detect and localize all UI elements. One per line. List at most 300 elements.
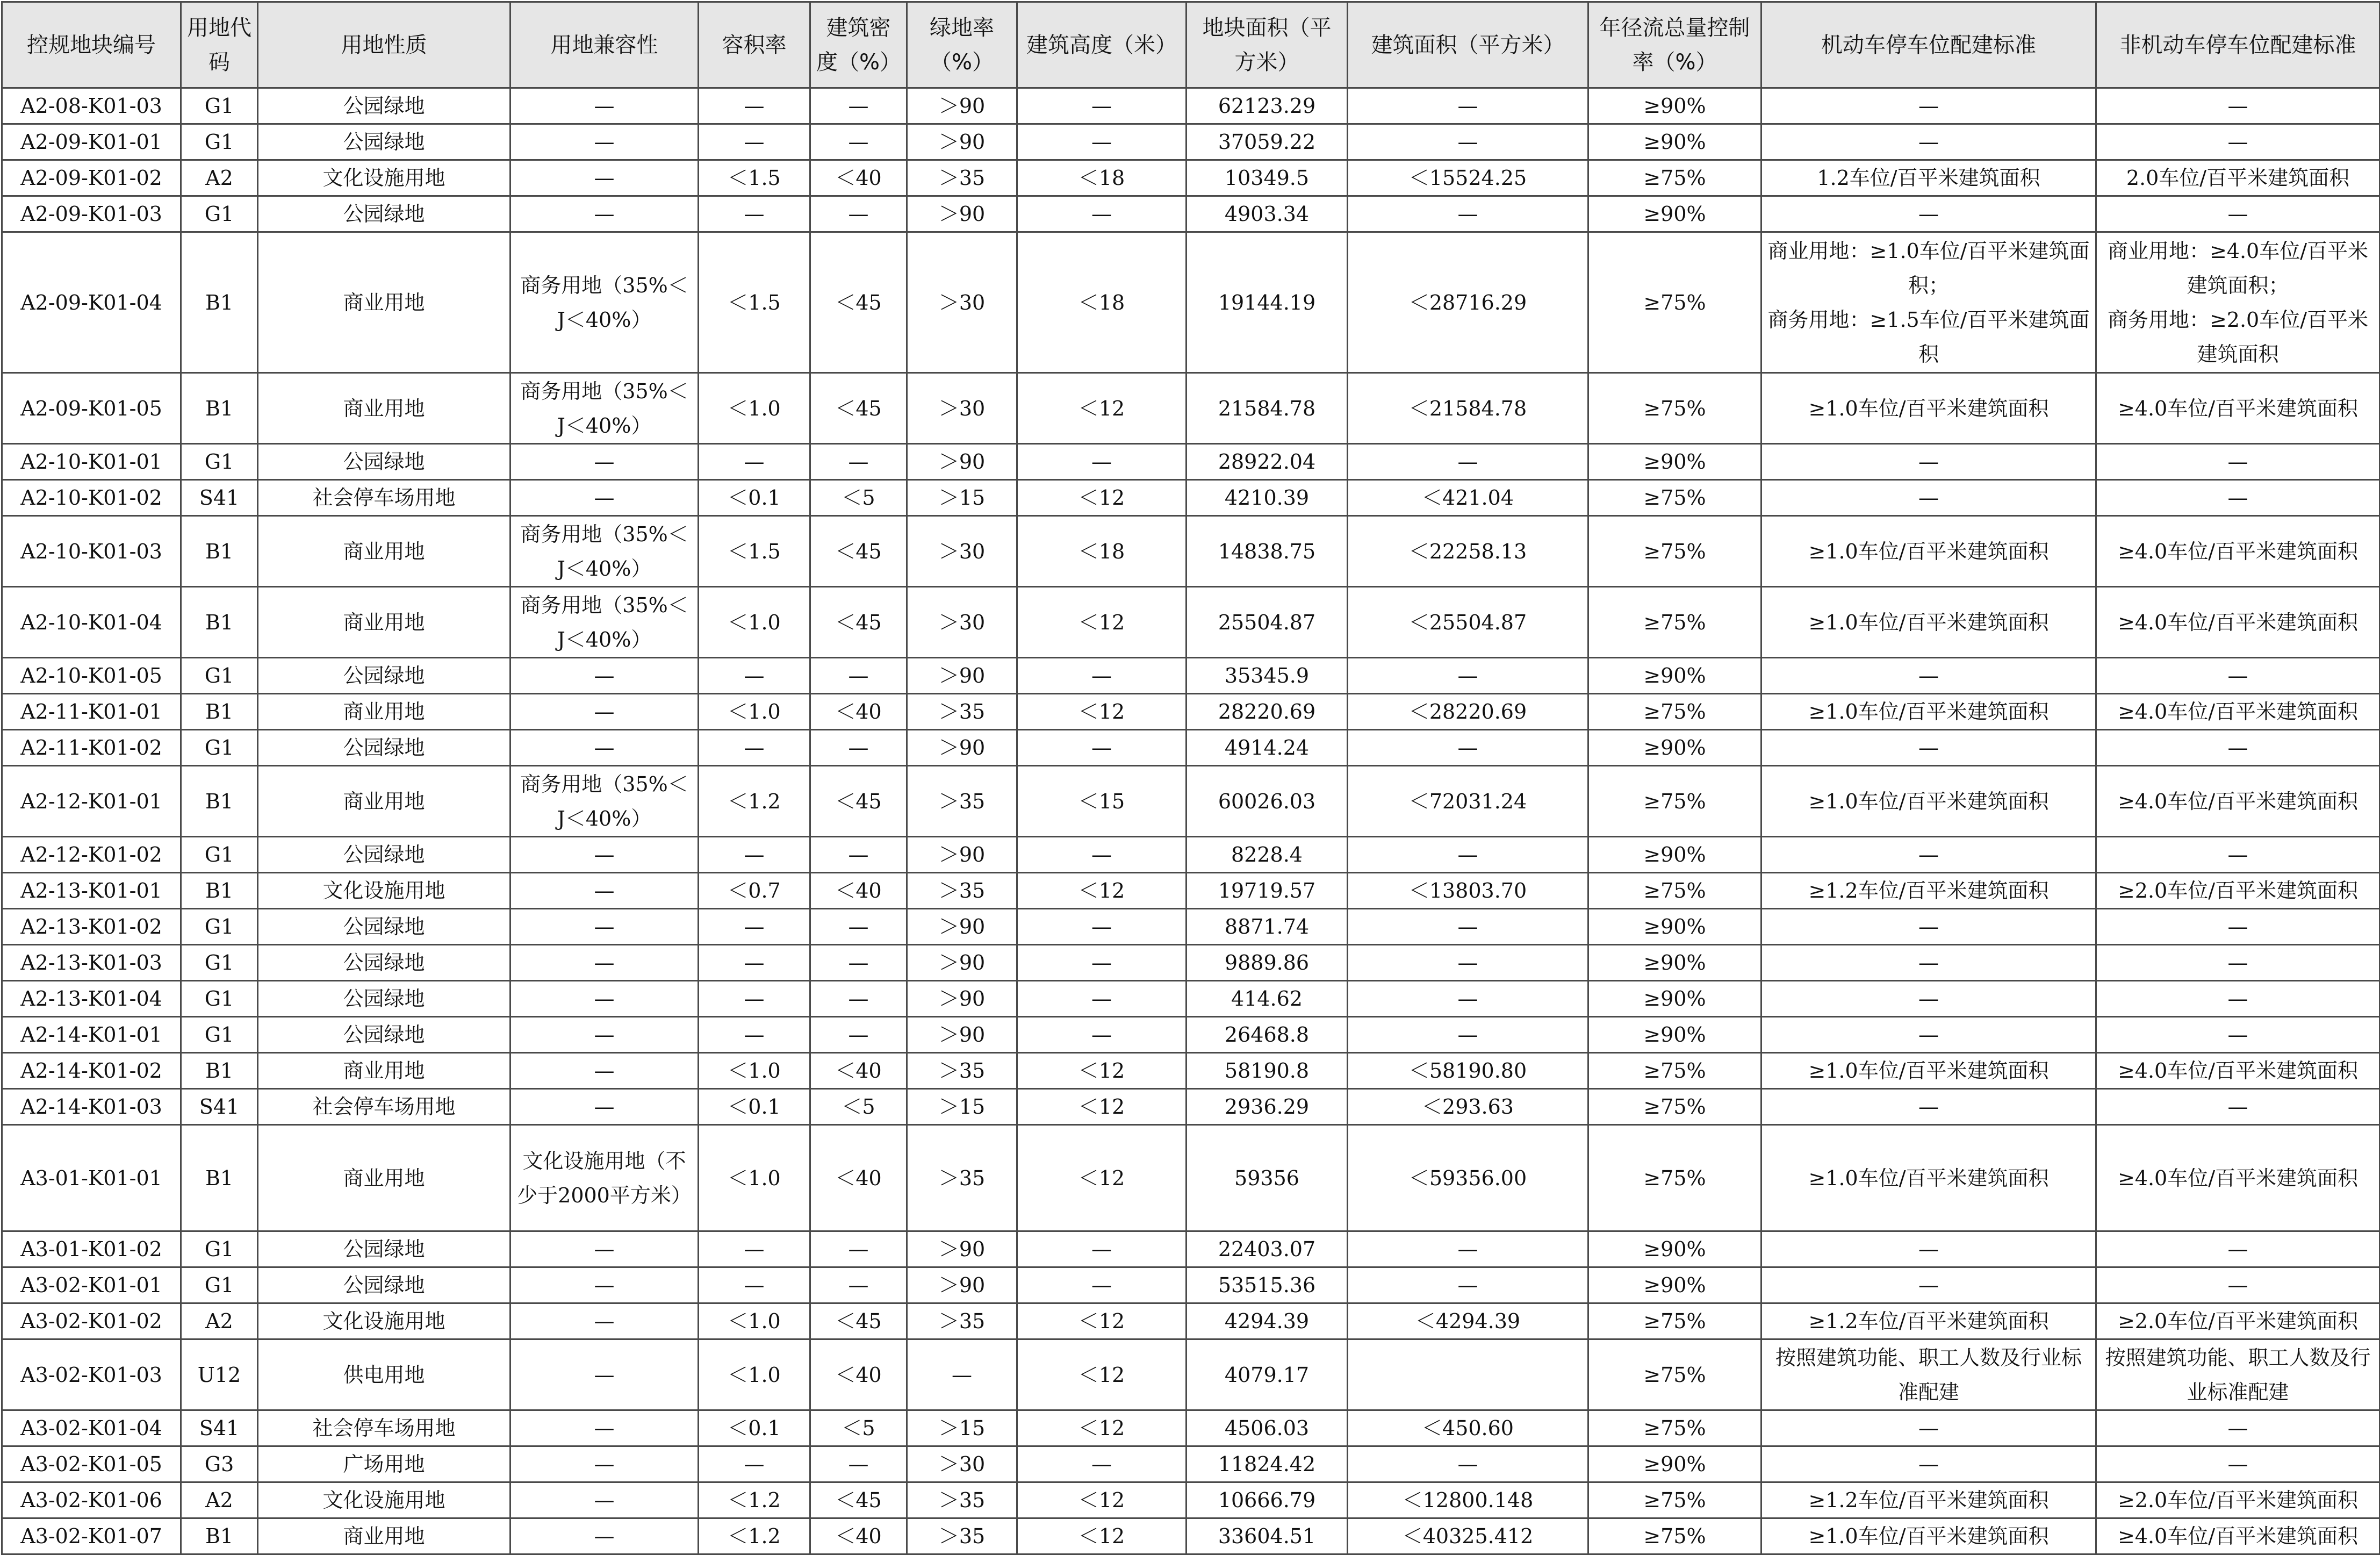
cell-land-code[interactable]: G1	[181, 1267, 258, 1303]
cell-floor-area[interactable]: —	[1348, 981, 1588, 1017]
cell-floor-area[interactable]: —	[1348, 88, 1588, 124]
cell-bike-parking-standard[interactable]: —	[2096, 88, 2380, 124]
cell-green-ratio[interactable]: ＞30	[907, 1446, 1017, 1482]
cell-plot-area[interactable]: 8228.4	[1187, 837, 1348, 873]
cell-compatibility[interactable]: —	[510, 1017, 699, 1053]
cell-bike-parking-standard[interactable]: ≥4.0车位/百平米建筑面积	[2096, 1053, 2380, 1089]
cell-land-use[interactable]: 公园绿地	[258, 658, 510, 694]
cell-plot-area[interactable]: 9889.86	[1187, 945, 1348, 981]
cell-plot-id[interactable]: A2-13-K01-04	[2, 981, 181, 1017]
cell-car-parking-standard[interactable]: —	[1761, 981, 2096, 1017]
column-header-runoff-control[interactable]: 年径流总量控制率（%）	[1588, 2, 1761, 88]
cell-land-code[interactable]: G1	[181, 730, 258, 766]
cell-floor-area[interactable]: —	[1348, 444, 1588, 480]
cell-building-height[interactable]: ＜12	[1017, 1482, 1187, 1518]
cell-floor-area[interactable]: ＜72031.24	[1348, 766, 1588, 837]
cell-far[interactable]: —	[699, 124, 810, 160]
cell-green-ratio[interactable]: ＞15	[907, 1089, 1017, 1125]
cell-bike-parking-standard[interactable]: —	[2096, 1410, 2380, 1446]
cell-building-density[interactable]: ＜40	[810, 160, 907, 196]
cell-plot-id[interactable]: A3-02-K01-03	[2, 1339, 181, 1410]
cell-land-code[interactable]: G1	[181, 658, 258, 694]
cell-plot-id[interactable]: A2-09-K01-02	[2, 160, 181, 196]
cell-floor-area[interactable]: —	[1348, 196, 1588, 232]
cell-floor-area[interactable]: —	[1348, 124, 1588, 160]
cell-floor-area[interactable]	[1348, 1339, 1588, 1410]
cell-far[interactable]: ＜1.0	[699, 587, 810, 658]
cell-plot-area[interactable]: 4506.03	[1187, 1410, 1348, 1446]
cell-floor-area[interactable]: ＜22258.13	[1348, 516, 1588, 587]
cell-runoff-control[interactable]: ≥90%	[1588, 837, 1761, 873]
cell-plot-id[interactable]: A2-10-K01-01	[2, 444, 181, 480]
cell-green-ratio[interactable]: ＞35	[907, 160, 1017, 196]
cell-plot-area[interactable]: 2936.29	[1187, 1089, 1348, 1125]
cell-plot-id[interactable]: A2-14-K01-01	[2, 1017, 181, 1053]
cell-building-density[interactable]: —	[810, 124, 907, 160]
cell-car-parking-standard[interactable]: ≥1.0车位/百平米建筑面积	[1761, 1518, 2096, 1554]
cell-far[interactable]: —	[699, 658, 810, 694]
cell-car-parking-standard[interactable]: ≥1.2车位/百平米建筑面积	[1761, 1482, 2096, 1518]
cell-bike-parking-standard[interactable]: ≥4.0车位/百平米建筑面积	[2096, 766, 2380, 837]
cell-runoff-control[interactable]: ≥75%	[1588, 694, 1761, 730]
cell-land-code[interactable]: B1	[181, 232, 258, 373]
cell-green-ratio[interactable]: ＞90	[907, 909, 1017, 945]
cell-building-height[interactable]: ＜12	[1017, 694, 1187, 730]
cell-plot-area[interactable]: 4903.34	[1187, 196, 1348, 232]
column-header-far[interactable]: 容积率	[699, 2, 810, 88]
cell-plot-id[interactable]: A2-12-K01-01	[2, 766, 181, 837]
cell-compatibility[interactable]: 商务用地（35%＜J＜40%）	[510, 587, 699, 658]
cell-building-density[interactable]: —	[810, 1446, 907, 1482]
cell-building-density[interactable]: ＜45	[810, 1303, 907, 1339]
cell-runoff-control[interactable]: ≥90%	[1588, 1446, 1761, 1482]
cell-bike-parking-standard[interactable]: —	[2096, 909, 2380, 945]
cell-plot-area[interactable]: 53515.36	[1187, 1267, 1348, 1303]
column-header-compatibility[interactable]: 用地兼容性	[510, 2, 699, 88]
cell-building-height[interactable]: —	[1017, 444, 1187, 480]
cell-building-density[interactable]: ＜40	[810, 873, 907, 909]
column-header-plot-area[interactable]: 地块面积（平方米）	[1187, 2, 1348, 88]
cell-plot-area[interactable]: 4914.24	[1187, 730, 1348, 766]
cell-plot-id[interactable]: A3-02-K01-05	[2, 1446, 181, 1482]
cell-runoff-control[interactable]: ≥75%	[1588, 373, 1761, 444]
cell-green-ratio[interactable]: ＞90	[907, 444, 1017, 480]
cell-runoff-control[interactable]: ≥90%	[1588, 730, 1761, 766]
cell-bike-parking-standard[interactable]: ≥2.0车位/百平米建筑面积	[2096, 873, 2380, 909]
cell-plot-id[interactable]: A2-11-K01-01	[2, 694, 181, 730]
cell-building-density[interactable]: —	[810, 196, 907, 232]
cell-runoff-control[interactable]: ≥75%	[1588, 1089, 1761, 1125]
cell-bike-parking-standard[interactable]: —	[2096, 658, 2380, 694]
cell-far[interactable]: ＜1.2	[699, 766, 810, 837]
cell-green-ratio[interactable]: ＞90	[907, 1017, 1017, 1053]
cell-plot-area[interactable]: 10666.79	[1187, 1482, 1348, 1518]
cell-green-ratio[interactable]: ＞90	[907, 981, 1017, 1017]
cell-bike-parking-standard[interactable]: ≥4.0车位/百平米建筑面积	[2096, 587, 2380, 658]
cell-floor-area[interactable]: —	[1348, 909, 1588, 945]
cell-plot-area[interactable]: 4079.17	[1187, 1339, 1348, 1410]
cell-compatibility[interactable]: —	[510, 873, 699, 909]
cell-building-density[interactable]: —	[810, 945, 907, 981]
cell-land-use[interactable]: 文化设施用地	[258, 1303, 510, 1339]
cell-building-density[interactable]: ＜45	[810, 1482, 907, 1518]
cell-runoff-control[interactable]: ≥75%	[1588, 1303, 1761, 1339]
cell-compatibility[interactable]: —	[510, 658, 699, 694]
cell-far[interactable]: ＜0.1	[699, 1410, 810, 1446]
cell-bike-parking-standard[interactable]: —	[2096, 1267, 2380, 1303]
cell-land-use[interactable]: 商业用地	[258, 1053, 510, 1089]
cell-runoff-control[interactable]: ≥75%	[1588, 480, 1761, 516]
cell-floor-area[interactable]: —	[1348, 945, 1588, 981]
cell-building-density[interactable]: ＜5	[810, 1089, 907, 1125]
cell-land-code[interactable]: B1	[181, 694, 258, 730]
cell-floor-area[interactable]: ＜293.63	[1348, 1089, 1588, 1125]
cell-plot-area[interactable]: 19144.19	[1187, 232, 1348, 373]
cell-land-use[interactable]: 社会停车场用地	[258, 1089, 510, 1125]
cell-land-use[interactable]: 公园绿地	[258, 981, 510, 1017]
cell-runoff-control[interactable]: ≥75%	[1588, 516, 1761, 587]
cell-building-height[interactable]: ＜12	[1017, 1089, 1187, 1125]
cell-compatibility[interactable]: —	[510, 1089, 699, 1125]
cell-plot-id[interactable]: A2-12-K01-02	[2, 837, 181, 873]
cell-building-density[interactable]: ＜45	[810, 587, 907, 658]
cell-car-parking-standard[interactable]: 1.2车位/百平米建筑面积	[1761, 160, 2096, 196]
cell-floor-area[interactable]: —	[1348, 1017, 1588, 1053]
column-header-green-ratio[interactable]: 绿地率（%）	[907, 2, 1017, 88]
cell-plot-area[interactable]: 4210.39	[1187, 480, 1348, 516]
cell-building-density[interactable]: ＜45	[810, 373, 907, 444]
cell-land-use[interactable]: 文化设施用地	[258, 873, 510, 909]
cell-green-ratio[interactable]: ＞30	[907, 373, 1017, 444]
cell-compatibility[interactable]: —	[510, 1518, 699, 1554]
cell-plot-area[interactable]: 58190.8	[1187, 1053, 1348, 1089]
cell-plot-area[interactable]: 14838.75	[1187, 516, 1348, 587]
column-header-building-height[interactable]: 建筑高度（米）	[1017, 2, 1187, 88]
cell-land-code[interactable]: G1	[181, 1017, 258, 1053]
cell-bike-parking-standard[interactable]: ≥4.0车位/百平米建筑面积	[2096, 373, 2380, 444]
cell-land-use[interactable]: 供电用地	[258, 1339, 510, 1410]
cell-bike-parking-standard[interactable]: 按照建筑功能、职工人数及行业标准配建	[2096, 1339, 2380, 1410]
column-header-plot-id[interactable]: 控规地块编号	[2, 2, 181, 88]
cell-compatibility[interactable]: 商务用地（35%＜J＜40%）	[510, 766, 699, 837]
cell-floor-area[interactable]: ＜25504.87	[1348, 587, 1588, 658]
cell-land-use[interactable]: 商业用地	[258, 1518, 510, 1554]
cell-land-code[interactable]: S41	[181, 1089, 258, 1125]
cell-plot-id[interactable]: A2-09-K01-04	[2, 232, 181, 373]
cell-far[interactable]: ＜0.7	[699, 873, 810, 909]
cell-car-parking-standard[interactable]: —	[1761, 658, 2096, 694]
cell-runoff-control[interactable]: ≥75%	[1588, 1053, 1761, 1089]
cell-green-ratio[interactable]: ＞35	[907, 766, 1017, 837]
cell-floor-area[interactable]: ＜13803.70	[1348, 873, 1588, 909]
cell-car-parking-standard[interactable]: —	[1761, 1089, 2096, 1125]
cell-car-parking-standard[interactable]: —	[1761, 837, 2096, 873]
cell-bike-parking-standard[interactable]: ≥4.0车位/百平米建筑面积	[2096, 1125, 2380, 1231]
cell-runoff-control[interactable]: ≥90%	[1588, 1267, 1761, 1303]
cell-land-code[interactable]: G1	[181, 124, 258, 160]
cell-green-ratio[interactable]: ＞35	[907, 1303, 1017, 1339]
cell-land-code[interactable]: S41	[181, 480, 258, 516]
cell-land-use[interactable]: 商业用地	[258, 587, 510, 658]
cell-building-density[interactable]: —	[810, 88, 907, 124]
cell-land-use[interactable]: 广场用地	[258, 1446, 510, 1482]
cell-floor-area[interactable]: ＜28716.29	[1348, 232, 1588, 373]
cell-green-ratio[interactable]: ＞35	[907, 1518, 1017, 1554]
cell-bike-parking-standard[interactable]: —	[2096, 1089, 2380, 1125]
cell-green-ratio[interactable]: ＞30	[907, 516, 1017, 587]
cell-land-use[interactable]: 公园绿地	[258, 945, 510, 981]
cell-compatibility[interactable]: —	[510, 837, 699, 873]
cell-floor-area[interactable]: ＜12800.148	[1348, 1482, 1588, 1518]
cell-land-code[interactable]: G1	[181, 1231, 258, 1267]
cell-compatibility[interactable]: —	[510, 480, 699, 516]
cell-green-ratio[interactable]: ＞15	[907, 480, 1017, 516]
cell-plot-area[interactable]: 60026.03	[1187, 766, 1348, 837]
cell-compatibility[interactable]: 商务用地（35%＜J＜40%）	[510, 516, 699, 587]
cell-plot-id[interactable]: A2-09-K01-05	[2, 373, 181, 444]
cell-runoff-control[interactable]: ≥90%	[1588, 909, 1761, 945]
column-header-bike-parking-standard[interactable]: 非机动车停车位配建标准	[2096, 2, 2380, 88]
cell-runoff-control[interactable]: ≥75%	[1588, 160, 1761, 196]
cell-far[interactable]: —	[699, 1231, 810, 1267]
cell-bike-parking-standard[interactable]: —	[2096, 196, 2380, 232]
cell-compatibility[interactable]: —	[510, 1339, 699, 1410]
cell-building-height[interactable]: —	[1017, 196, 1187, 232]
cell-land-code[interactable]: B1	[181, 1125, 258, 1231]
cell-far[interactable]: ＜0.1	[699, 1089, 810, 1125]
cell-runoff-control[interactable]: ≥90%	[1588, 658, 1761, 694]
cell-plot-id[interactable]: A3-02-K01-04	[2, 1410, 181, 1446]
cell-plot-id[interactable]: A2-09-K01-01	[2, 124, 181, 160]
cell-compatibility[interactable]: —	[510, 1053, 699, 1089]
cell-floor-area[interactable]: ＜450.60	[1348, 1410, 1588, 1446]
cell-floor-area[interactable]: —	[1348, 1231, 1588, 1267]
cell-far[interactable]: —	[699, 945, 810, 981]
cell-building-density[interactable]: ＜5	[810, 480, 907, 516]
cell-building-height[interactable]: ＜12	[1017, 373, 1187, 444]
cell-floor-area[interactable]: ＜21584.78	[1348, 373, 1588, 444]
cell-compatibility[interactable]: 商务用地（35%＜J＜40%）	[510, 373, 699, 444]
column-header-building-density[interactable]: 建筑密度（%）	[810, 2, 907, 88]
cell-floor-area[interactable]: ＜28220.69	[1348, 694, 1588, 730]
cell-runoff-control[interactable]: ≥90%	[1588, 196, 1761, 232]
cell-building-height[interactable]: —	[1017, 837, 1187, 873]
cell-land-use[interactable]: 公园绿地	[258, 88, 510, 124]
cell-building-height[interactable]: —	[1017, 1267, 1187, 1303]
cell-land-use[interactable]: 商业用地	[258, 373, 510, 444]
cell-land-use[interactable]: 商业用地	[258, 1125, 510, 1231]
cell-car-parking-standard[interactable]: —	[1761, 444, 2096, 480]
cell-compatibility[interactable]: —	[510, 945, 699, 981]
cell-runoff-control[interactable]: ≥75%	[1588, 1482, 1761, 1518]
cell-far[interactable]: —	[699, 1017, 810, 1053]
cell-plot-area[interactable]: 33604.51	[1187, 1518, 1348, 1554]
cell-bike-parking-standard[interactable]: —	[2096, 480, 2380, 516]
cell-compatibility[interactable]: —	[510, 730, 699, 766]
cell-plot-id[interactable]: A2-10-K01-02	[2, 480, 181, 516]
cell-runoff-control[interactable]: ≥75%	[1588, 873, 1761, 909]
cell-bike-parking-standard[interactable]: ≥4.0车位/百平米建筑面积	[2096, 694, 2380, 730]
cell-compatibility[interactable]: —	[510, 1482, 699, 1518]
column-header-land-code[interactable]: 用地代码	[181, 2, 258, 88]
cell-car-parking-standard[interactable]: —	[1761, 1446, 2096, 1482]
cell-building-height[interactable]: —	[1017, 1017, 1187, 1053]
cell-plot-area[interactable]: 4294.39	[1187, 1303, 1348, 1339]
cell-green-ratio[interactable]: ＞15	[907, 1410, 1017, 1446]
cell-land-use[interactable]: 文化设施用地	[258, 160, 510, 196]
cell-building-density[interactable]: —	[810, 730, 907, 766]
cell-car-parking-standard[interactable]: ≥1.2车位/百平米建筑面积	[1761, 873, 2096, 909]
cell-plot-area[interactable]: 414.62	[1187, 981, 1348, 1017]
cell-floor-area[interactable]: ＜40325.412	[1348, 1518, 1588, 1554]
cell-building-height[interactable]: —	[1017, 981, 1187, 1017]
cell-car-parking-standard[interactable]: —	[1761, 945, 2096, 981]
cell-plot-area[interactable]: 25504.87	[1187, 587, 1348, 658]
cell-land-code[interactable]: G1	[181, 909, 258, 945]
cell-building-density[interactable]: ＜5	[810, 1410, 907, 1446]
cell-far[interactable]: —	[699, 981, 810, 1017]
cell-bike-parking-standard[interactable]: ≥2.0车位/百平米建筑面积	[2096, 1482, 2380, 1518]
cell-plot-id[interactable]: A2-10-K01-03	[2, 516, 181, 587]
cell-land-use[interactable]: 商业用地	[258, 694, 510, 730]
cell-runoff-control[interactable]: ≥75%	[1588, 1339, 1761, 1410]
cell-bike-parking-standard[interactable]: —	[2096, 1446, 2380, 1482]
cell-car-parking-standard[interactable]: —	[1761, 196, 2096, 232]
cell-runoff-control[interactable]: ≥75%	[1588, 766, 1761, 837]
cell-building-height[interactable]: ＜12	[1017, 1125, 1187, 1231]
cell-compatibility[interactable]: —	[510, 1231, 699, 1267]
cell-land-code[interactable]: B1	[181, 766, 258, 837]
cell-runoff-control[interactable]: ≥90%	[1588, 444, 1761, 480]
cell-building-height[interactable]: ＜18	[1017, 160, 1187, 196]
cell-green-ratio[interactable]: ＞90	[907, 88, 1017, 124]
cell-building-density[interactable]: ＜40	[810, 1125, 907, 1231]
cell-bike-parking-standard[interactable]: —	[2096, 730, 2380, 766]
cell-green-ratio[interactable]: ＞35	[907, 1482, 1017, 1518]
cell-building-density[interactable]: —	[810, 444, 907, 480]
cell-bike-parking-standard[interactable]: ≥4.0车位/百平米建筑面积	[2096, 516, 2380, 587]
cell-land-code[interactable]: G3	[181, 1446, 258, 1482]
cell-far[interactable]: —	[699, 837, 810, 873]
cell-compatibility[interactable]: 文化设施用地（不少于2000平方米）	[510, 1125, 699, 1231]
cell-plot-area[interactable]: 8871.74	[1187, 909, 1348, 945]
cell-car-parking-standard[interactable]: —	[1761, 909, 2096, 945]
cell-plot-id[interactable]: A2-13-K01-01	[2, 873, 181, 909]
cell-land-use[interactable]: 公园绿地	[258, 1017, 510, 1053]
cell-far[interactable]: ＜1.5	[699, 232, 810, 373]
cell-car-parking-standard[interactable]: —	[1761, 1267, 2096, 1303]
cell-building-height[interactable]: ＜12	[1017, 1410, 1187, 1446]
cell-floor-area[interactable]: —	[1348, 730, 1588, 766]
cell-land-code[interactable]: A2	[181, 160, 258, 196]
cell-runoff-control[interactable]: ≥90%	[1588, 945, 1761, 981]
cell-plot-area[interactable]: 35345.9	[1187, 658, 1348, 694]
cell-building-density[interactable]: —	[810, 1267, 907, 1303]
cell-far[interactable]: —	[699, 88, 810, 124]
cell-bike-parking-standard[interactable]: ≥2.0车位/百平米建筑面积	[2096, 1303, 2380, 1339]
cell-car-parking-standard[interactable]: ≥1.0车位/百平米建筑面积	[1761, 587, 2096, 658]
cell-building-height[interactable]: ＜18	[1017, 232, 1187, 373]
cell-compatibility[interactable]: —	[510, 1446, 699, 1482]
cell-plot-id[interactable]: A2-09-K01-03	[2, 196, 181, 232]
cell-plot-id[interactable]: A3-02-K01-02	[2, 1303, 181, 1339]
cell-plot-id[interactable]: A2-10-K01-04	[2, 587, 181, 658]
cell-green-ratio[interactable]: ＞35	[907, 694, 1017, 730]
cell-compatibility[interactable]: —	[510, 1303, 699, 1339]
cell-runoff-control[interactable]: ≥90%	[1588, 1017, 1761, 1053]
cell-compatibility[interactable]: —	[510, 444, 699, 480]
cell-land-code[interactable]: B1	[181, 873, 258, 909]
cell-building-height[interactable]: ＜12	[1017, 873, 1187, 909]
cell-runoff-control[interactable]: ≥90%	[1588, 1231, 1761, 1267]
cell-land-use[interactable]: 社会停车场用地	[258, 1410, 510, 1446]
cell-car-parking-standard[interactable]: ≥1.0车位/百平米建筑面积	[1761, 694, 2096, 730]
cell-green-ratio[interactable]: ＞90	[907, 945, 1017, 981]
cell-land-use[interactable]: 公园绿地	[258, 730, 510, 766]
cell-building-height[interactable]: ＜12	[1017, 480, 1187, 516]
cell-land-code[interactable]: G1	[181, 945, 258, 981]
cell-far[interactable]: ＜1.0	[699, 694, 810, 730]
cell-bike-parking-standard[interactable]: —	[2096, 945, 2380, 981]
cell-green-ratio[interactable]: ＞90	[907, 196, 1017, 232]
cell-plot-id[interactable]: A3-01-K01-02	[2, 1231, 181, 1267]
cell-plot-area[interactable]: 59356	[1187, 1125, 1348, 1231]
cell-plot-area[interactable]: 10349.5	[1187, 160, 1348, 196]
cell-car-parking-standard[interactable]: ≥1.0车位/百平米建筑面积	[1761, 766, 2096, 837]
cell-car-parking-standard[interactable]: —	[1761, 1231, 2096, 1267]
cell-bike-parking-standard[interactable]: 商业用地：≥4.0车位/百平米建筑面积； 商务用地：≥2.0车位/百平米建筑面积	[2096, 232, 2380, 373]
cell-plot-area[interactable]: 28922.04	[1187, 444, 1348, 480]
cell-car-parking-standard[interactable]: ≥1.0车位/百平米建筑面积	[1761, 516, 2096, 587]
cell-far[interactable]: ＜1.0	[699, 1303, 810, 1339]
column-header-land-use[interactable]: 用地性质	[258, 2, 510, 88]
cell-building-density[interactable]: ＜40	[810, 1053, 907, 1089]
cell-land-code[interactable]: B1	[181, 587, 258, 658]
cell-compatibility[interactable]: —	[510, 196, 699, 232]
cell-plot-area[interactable]: 11824.42	[1187, 1446, 1348, 1482]
cell-building-density[interactable]: —	[810, 1017, 907, 1053]
cell-building-density[interactable]: ＜40	[810, 1339, 907, 1410]
cell-building-height[interactable]: —	[1017, 658, 1187, 694]
cell-compatibility[interactable]: —	[510, 160, 699, 196]
cell-far[interactable]: ＜1.2	[699, 1518, 810, 1554]
cell-green-ratio[interactable]: ＞30	[907, 232, 1017, 373]
cell-green-ratio[interactable]: ＞35	[907, 873, 1017, 909]
cell-car-parking-standard[interactable]: —	[1761, 1410, 2096, 1446]
cell-runoff-control[interactable]: ≥90%	[1588, 981, 1761, 1017]
cell-far[interactable]: —	[699, 444, 810, 480]
cell-building-density[interactable]: ＜40	[810, 1518, 907, 1554]
cell-car-parking-standard[interactable]: ≥1.2车位/百平米建筑面积	[1761, 1303, 2096, 1339]
cell-bike-parking-standard[interactable]: —	[2096, 124, 2380, 160]
cell-compatibility[interactable]: —	[510, 88, 699, 124]
cell-plot-area[interactable]: 19719.57	[1187, 873, 1348, 909]
cell-plot-id[interactable]: A2-11-K01-02	[2, 730, 181, 766]
cell-far[interactable]: —	[699, 730, 810, 766]
cell-bike-parking-standard[interactable]: —	[2096, 837, 2380, 873]
cell-building-height[interactable]: —	[1017, 730, 1187, 766]
cell-runoff-control[interactable]: ≥75%	[1588, 232, 1761, 373]
cell-runoff-control[interactable]: ≥75%	[1588, 1518, 1761, 1554]
cell-car-parking-standard[interactable]: —	[1761, 124, 2096, 160]
cell-green-ratio[interactable]: ＞90	[907, 837, 1017, 873]
cell-land-use[interactable]: 公园绿地	[258, 444, 510, 480]
cell-compatibility[interactable]: 商务用地（35%＜J＜40%）	[510, 232, 699, 373]
cell-far[interactable]: ＜1.0	[699, 1125, 810, 1231]
cell-land-code[interactable]: B1	[181, 1518, 258, 1554]
cell-far[interactable]: —	[699, 909, 810, 945]
cell-bike-parking-standard[interactable]: —	[2096, 444, 2380, 480]
